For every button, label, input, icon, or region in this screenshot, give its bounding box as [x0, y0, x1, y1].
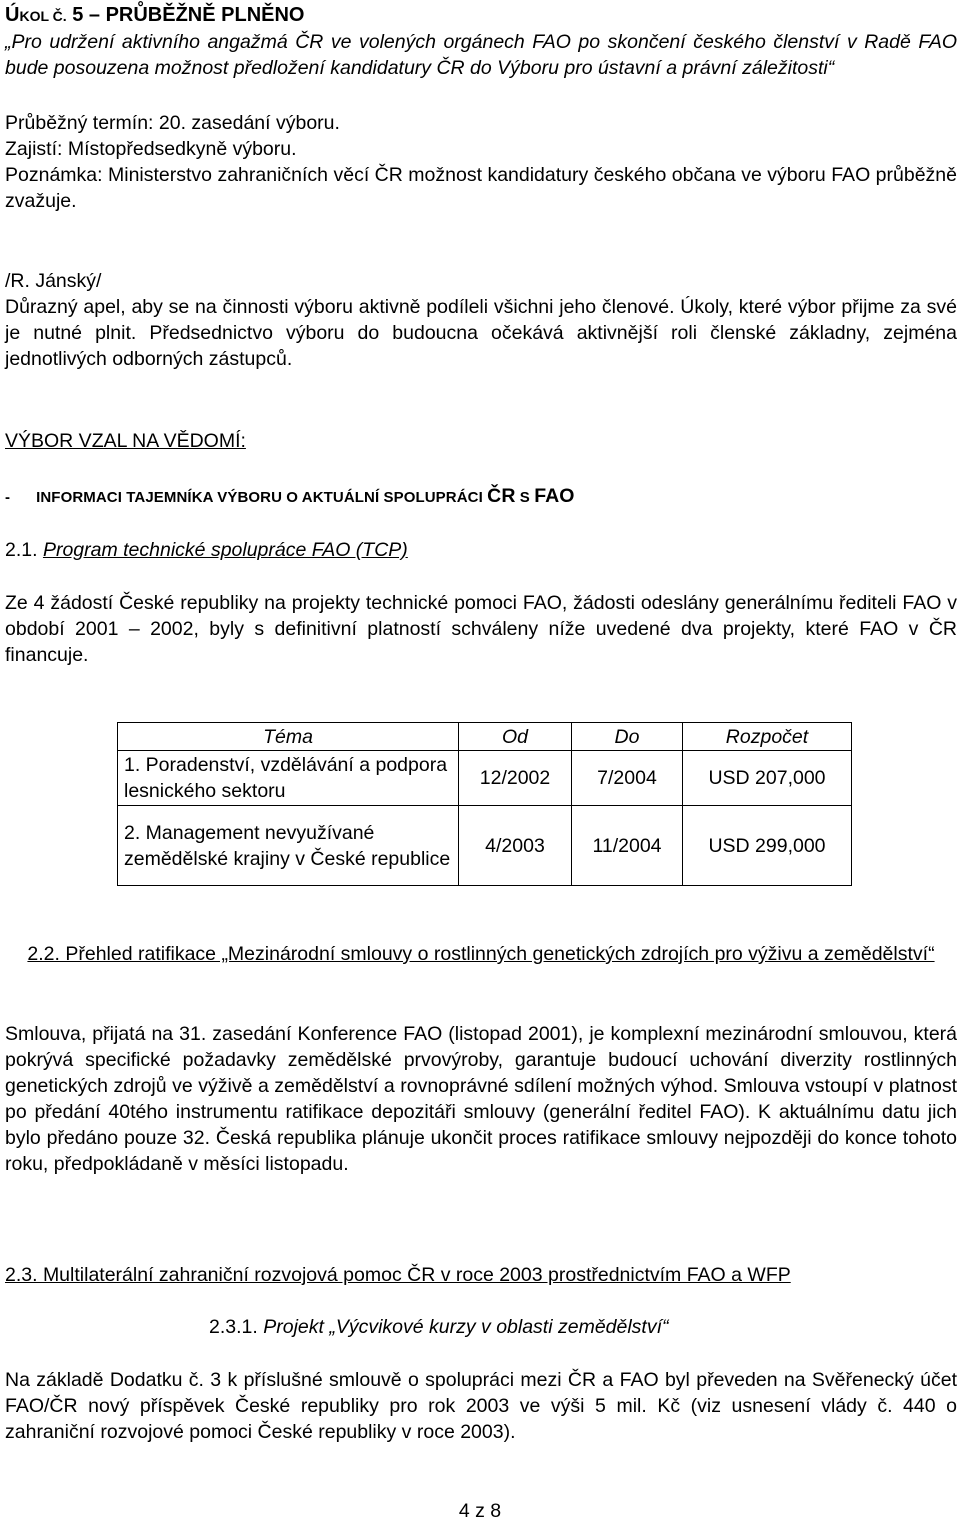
task-number-title: 5 – PRŮBĚŽNĚ PLNĚNO	[72, 4, 305, 26]
acknowledged-item-cr: ČR	[487, 485, 516, 507]
acknowledged-item-s: S	[519, 489, 530, 506]
statement-text	[5, 294, 957, 372]
cell-to: 11/2004	[572, 806, 683, 886]
table-row	[118, 751, 852, 806]
acknowledged-dash: -	[5, 489, 11, 506]
statement-text-2: Předsednictvo výboru do budoucna očekává aktivnější roli členské základny, zejména jednotlivých odborných zástupců.	[5, 322, 957, 370]
section-2-2-heading: 2.2. Přehled ratifikace „Mezinárodní smlouvy o rostlinných genetických zdrojích pro výživu a zemědělství“	[27, 943, 935, 965]
header-topic: Téma	[118, 723, 459, 751]
cell-topic: 1. Poradenství, vzdělávání a podpora lesnického sektoru	[118, 751, 459, 806]
section-2-3-heading: 2.3. Multilaterální zahraniční rozvojová pomoc ČR v roce 2003 prostřednictvím FAO a WFP	[5, 1264, 791, 1286]
cell-to: 7/2004	[572, 751, 683, 806]
section-2-1-heading	[5, 537, 957, 563]
acknowledged-item-fao: FAO	[534, 485, 575, 507]
task-label-prefix: Ú	[5, 4, 20, 26]
section-2-3-1-heading	[209, 1314, 957, 1340]
projects-table	[117, 722, 852, 886]
section-2-3-1-number: 2.3.1.	[209, 1316, 258, 1338]
task-note: Poznámka: Ministerstvo zahraničních věcí ČR možnost kandidatury českého občana ve výboru FAO průběžně zvažuje.	[5, 164, 957, 212]
section-2-1-body: Ze 4 žádostí České republiky na projekty technické pomoci FAO, žádosti odeslány generálnímu řediteli FAO v období 2001 – 2002, byly s definitivní platností schváleny níže uvedené dva projekty, které FAO v ČR financuje.	[5, 592, 957, 666]
cell-budget: USD 299,000	[683, 806, 852, 886]
page-number: 4 z 8	[458, 1500, 502, 1522]
cell-budget: USD 207,000	[683, 751, 852, 806]
task-quote: „Pro udržení aktivního angažmá ČR ve volených orgánech FAO po skončení českého členství v Radě FAO bude posouzena možnost předložení kandidatury ČR do Výboru pro ústavní a právní záležitosti“	[5, 31, 957, 79]
section-2-2-body: Smlouva, přijatá na 31. zasedání Konference FAO (listopad 2001), je komplexní mezinárodní smlouvou, která pokrývá specifické požadavky zemědělské prvovýroby, garantuje budoucí uchování diverzity rostlinných genetických zdrojů ve výživě a zemědělství a rovnoprávné sdílení možných výhod. Smlouva vstoupí v platnost po předání 40tého instrumentu ratifikace depozitáři smlouvy (generální ředitel FAO). K aktuálnímu datu jich bylo předáno pouze 32. Česká republika plánuje ukončit proces ratifikace smlouvy nejpozději do konce tohoto roku, předpokládaně v měsíci listopadu.	[5, 1023, 957, 1175]
cell-from: 4/2003	[459, 806, 572, 886]
header-to: Do	[572, 723, 683, 751]
header-budget: Rozpočet	[683, 723, 852, 751]
section-2-1-title: Program technické spolupráce FAO (TCP)	[42, 539, 408, 561]
table-header-row	[118, 723, 852, 751]
acknowledged-item	[5, 483, 957, 511]
task-heading	[5, 2, 957, 29]
header-from: Od	[459, 723, 572, 751]
task-responsible: Zajistí: Místopředsedkyně výboru.	[5, 138, 297, 160]
task-deadline: Průběžný termín: 20. zasedání výboru.	[5, 112, 340, 134]
cell-from: 12/2002	[459, 751, 572, 806]
task-label-rest: KOL Č.	[19, 8, 67, 24]
section-2-3-1-title: Projekt „Výcvikové kurzy v oblasti zemědělství“	[263, 1316, 669, 1338]
section-2-1-number: 2.1.	[5, 539, 38, 561]
section-2-3-body: Na základě Dodatku č. 3 k příslušné smlouvě o spolupráci mezi ČR a FAO byl převeden na Svěřenecký účet FAO/ČR nový příspěvek České republiky pro rok 2003 ve výši 5 mil. Kč (viz usnesení vlády č. 440 o zahraniční rozvojové pomoci České republiky v roce 2003).	[5, 1369, 957, 1443]
table-row	[118, 806, 852, 886]
cell-topic: 2. Management nevyužívané zemědělské krajiny v České republice	[118, 806, 459, 886]
acknowledged-item-main: INFORMACI TAJEMNÍKA VÝBORU O AKTUÁLNÍ SPOLUPRÁCI	[36, 489, 483, 506]
statement-author: /R. Jánský/	[5, 270, 102, 292]
statement-text-1: Důrazný apel, aby se na činnosti výboru aktivně podíleli všichni jeho členové. Úkoly, které výbor přijme za své je nutné plnit.	[5, 296, 957, 344]
acknowledged-heading: VÝBOR VZAL NA VĚDOMÍ:	[5, 430, 246, 452]
